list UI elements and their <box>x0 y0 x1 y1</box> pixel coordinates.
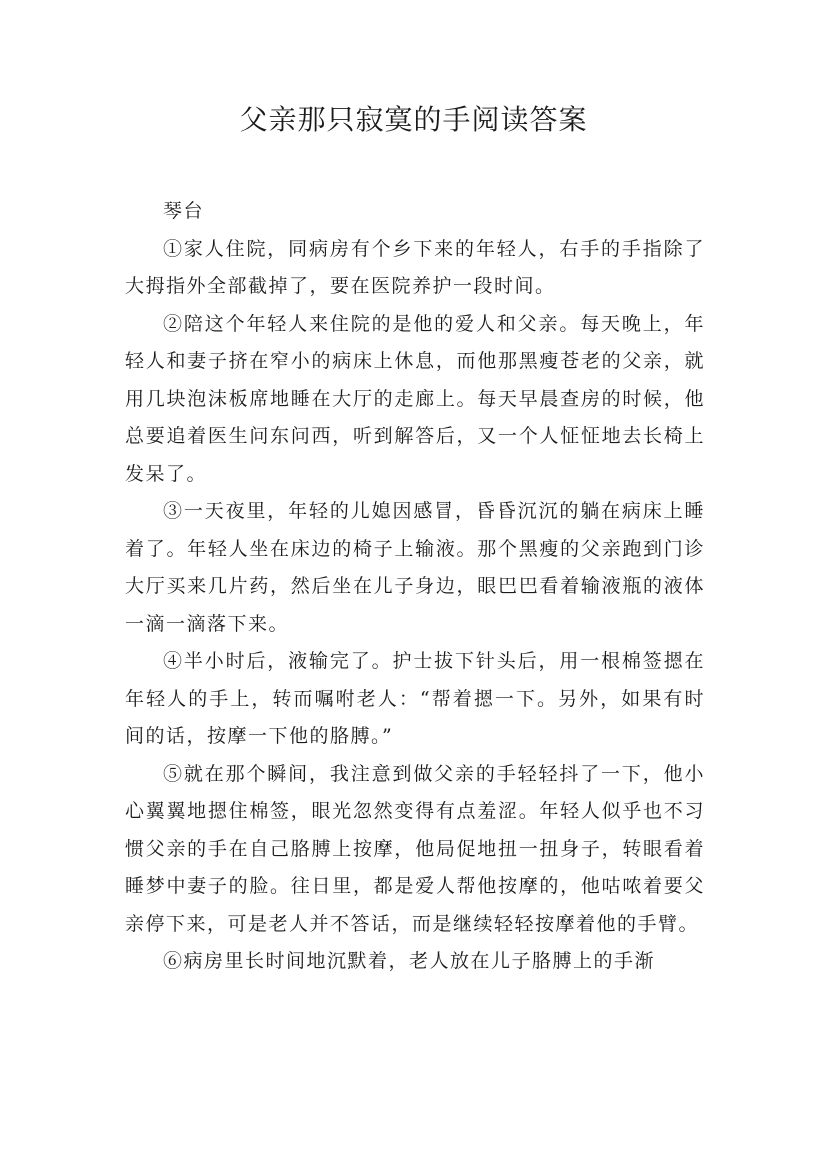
paragraph-6: ⑥病房里长时间地沉默着，老人放在儿子胳膊上的手渐 <box>163 950 656 972</box>
paragraph-3: ③一天夜里，年轻的儿媳因感冒，昏昏沉沉的躺在病床上睡着了。年轻人坐在床边的椅子上输液。那个黑瘦的父亲跑到门诊大厅买来几片药，然后坐在儿子身边，眼巴巴看着输液瓶的液体一滴一滴落下来。 <box>125 500 705 635</box>
paragraph-5: ⑤就在那个瞬间，我注意到做父亲的手轻轻抖了一下，他小心翼翼地摁住棉签，眼光忽然变得有点羞涩。年轻人似乎也不习惯父亲的手在自己胳膊上按摩，他局促地扭一扭身子，转眼看着睡梦中妻子的脸。往日里，都是爱人帮他按摩的，他咕哝着要父亲停下来，可是老人并不答话，而是继续轻轻按摩着他的手臂。 <box>125 762 705 935</box>
paragraph-1: ①家人住院，同病房有个乡下来的年轻人，右手的手指除了大拇指外全部截掉了，要在医院养护一段时间。 <box>125 237 705 297</box>
author-name: 琴台 <box>163 200 205 222</box>
paragraph-4: ④半小时后，液输完了。护士拔下针头后，用一根棉签摁在年轻人的手上，转而嘱咐老人：“帮着摁一下。另外，如果有时间的话，按摩一下他的胳膊。” <box>125 650 705 747</box>
document-title: 父亲那只寂寞的手阅读答案 <box>239 103 588 136</box>
document-body <box>125 193 705 981</box>
paragraph-2: ②陪这个年轻人来住院的是他的爱人和父亲。每天晚上，年轻人和妻子挤在窄小的病床上休息，而他那黑瘦苍老的父亲，就用几块泡沫板席地睡在大厅的走廊上。每天早晨查房的时候，他总要追着医生问东问西，听到解答后，又一个人怔怔地去长椅上发呆了。 <box>125 312 705 485</box>
